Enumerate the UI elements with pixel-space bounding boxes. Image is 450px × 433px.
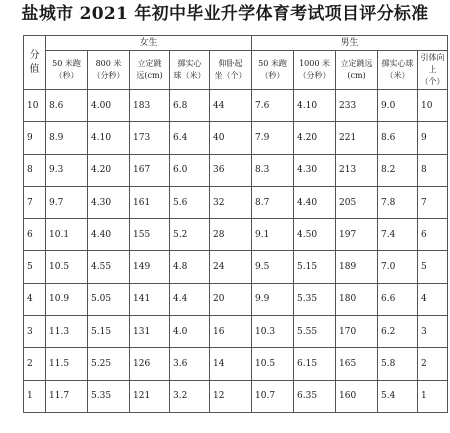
female-cell: 24 [210,251,252,283]
male-cell: 9.5 [252,251,294,283]
male-cell: 8.7 [252,186,294,218]
table-row [24,154,448,186]
female-cell: 11.3 [46,316,88,348]
score-table [23,35,448,413]
male-col-ball-throw [378,51,418,90]
female-cell: 16 [210,316,252,348]
male-cell: 165 [336,348,378,380]
header-line: 50 米跑 [258,59,287,68]
female-col-long-jump [130,51,170,90]
score-value: 3 [24,316,46,348]
female-cell: 4.55 [88,251,130,283]
male-cell: 9.9 [252,283,294,315]
male-col-long-jump [336,51,378,90]
male-cell: 5.35 [294,283,336,315]
male-cell: 197 [336,219,378,251]
female-cell: 4.30 [88,186,130,218]
score-table-body [24,90,448,413]
male-cell: 180 [336,283,378,315]
female-cell: 10.1 [46,219,88,251]
female-cell: 183 [130,90,170,122]
score-value: 1 [24,380,46,412]
header-line: 50 米跑 [52,59,81,68]
header-line: （个） [420,77,445,86]
male-cell: 10.3 [252,316,294,348]
header-line: （米） [385,71,410,80]
score-header-line: 值 [29,63,40,75]
female-cell: 11.7 [46,380,88,412]
female-group-header: 女生 [46,36,252,51]
male-cell: 9.0 [378,90,418,122]
female-cell: 4.0 [170,316,210,348]
female-cell: 161 [130,186,170,218]
score-header [24,36,46,90]
male-cell: 6.15 [294,348,336,380]
female-cell: 173 [130,122,170,154]
male-cell: 5.55 [294,316,336,348]
table-row [24,186,448,218]
male-cell: 8.3 [252,154,294,186]
male-cell: 170 [336,316,378,348]
female-cell: 5.2 [170,219,210,251]
female-cell: 141 [130,283,170,315]
male-cell: 5.8 [378,348,418,380]
female-cell: 4.8 [170,251,210,283]
male-cell: 10.7 [252,380,294,412]
header-line: （秒） [54,71,79,80]
male-cell: 2 [418,348,448,380]
table-row [24,122,448,154]
male-cell: 7.0 [378,251,418,283]
header-line: 掷实心球 [381,59,414,68]
male-cell: 213 [336,154,378,186]
female-col-50m [46,51,88,90]
male-cell: 7.8 [378,186,418,218]
table-row [24,251,448,283]
male-cell: 7.6 [252,90,294,122]
male-cell: 8 [418,154,448,186]
male-cell: 5.4 [378,380,418,412]
male-cell: 4.30 [294,154,336,186]
female-cell: 4.40 [88,219,130,251]
male-cell: 8.2 [378,154,418,186]
male-cell: 5 [418,251,448,283]
score-value: 10 [24,90,46,122]
female-cell: 9.3 [46,154,88,186]
female-cell: 11.5 [46,348,88,380]
female-cell: 4.20 [88,154,130,186]
male-cell: 4.10 [294,90,336,122]
male-cell: 7.9 [252,122,294,154]
header-line: 1000 米 [299,59,330,68]
female-cell: 44 [210,90,252,122]
female-cell: 28 [210,219,252,251]
male-cell: 10 [418,90,448,122]
header-line: 仰卧起 [218,59,243,68]
score-value: 4 [24,283,46,315]
male-col-1000m [294,51,336,90]
male-cell: 205 [336,186,378,218]
female-col-sit-ups [210,51,252,90]
male-cell: 6 [418,219,448,251]
header-line: 远(cm) [136,71,163,80]
male-cell: 6.6 [378,283,418,315]
female-cell: 8.6 [46,90,88,122]
female-cell: 40 [210,122,252,154]
score-value: 5 [24,251,46,283]
female-cell: 3.6 [170,348,210,380]
female-cell: 5.05 [88,283,130,315]
female-cell: 36 [210,154,252,186]
table-row [24,219,448,251]
male-cell: 7 [418,186,448,218]
male-cell: 6.2 [378,316,418,348]
female-cell: 155 [130,219,170,251]
female-col-800m [88,51,130,90]
header-line: （分秒） [298,71,331,80]
header-line: 坐（个） [214,71,247,80]
female-cell: 8.9 [46,122,88,154]
document-title: 盐城市 2021 年初中毕业升学体育考试项目评分标准 [21,4,429,24]
female-cell: 10.9 [46,283,88,315]
header-line: 球（米） [173,71,206,80]
header-line: 立定跳远 [340,59,373,68]
female-cell: 4.00 [88,90,130,122]
female-cell: 5.6 [170,186,210,218]
score-header-line: 分 [29,49,40,61]
male-cell: 189 [336,251,378,283]
male-cell: 8.6 [378,122,418,154]
male-cell: 10.5 [252,348,294,380]
female-cell: 3.2 [170,380,210,412]
female-cell: 6.4 [170,122,210,154]
female-cell: 12 [210,380,252,412]
female-cell: 14 [210,348,252,380]
table-row [24,380,448,412]
score-value: 2 [24,348,46,380]
table-row [24,316,448,348]
table-row [24,348,448,380]
male-cell: 4.40 [294,186,336,218]
female-cell: 167 [130,154,170,186]
header-line: 引体向上 [420,53,445,74]
male-col-pull-ups [418,51,448,90]
female-cell: 10.5 [46,251,88,283]
male-cell: 4.50 [294,219,336,251]
female-cell: 4.4 [170,283,210,315]
header-line: （秒） [260,71,285,80]
female-cell: 149 [130,251,170,283]
male-cell: 3 [418,316,448,348]
female-cell: 5.25 [88,348,130,380]
female-cell: 121 [130,380,170,412]
male-cell: 4 [418,283,448,315]
male-cell: 9 [418,122,448,154]
male-cell: 160 [336,380,378,412]
male-cell: 221 [336,122,378,154]
female-col-ball-throw [170,51,210,90]
female-cell: 5.15 [88,316,130,348]
female-cell: 20 [210,283,252,315]
male-cell: 6.35 [294,380,336,412]
male-cell: 7.4 [378,219,418,251]
male-group-header: 男生 [252,36,448,51]
score-value: 8 [24,154,46,186]
table-row [24,283,448,315]
header-line: 掷实心 [177,59,202,68]
female-cell: 6.0 [170,154,210,186]
female-cell: 6.8 [170,90,210,122]
header-line: (cm) [347,71,366,80]
male-cell: 5.15 [294,251,336,283]
male-cell: 233 [336,90,378,122]
score-value: 9 [24,122,46,154]
female-cell: 4.10 [88,122,130,154]
score-value: 6 [24,219,46,251]
male-cell: 4.20 [294,122,336,154]
male-cell: 9.1 [252,219,294,251]
male-col-50m [252,51,294,90]
female-cell: 126 [130,348,170,380]
female-cell: 131 [130,316,170,348]
header-line: （分秒） [92,71,125,80]
table-row [24,90,448,122]
header-line: 800 米 [95,59,122,68]
female-cell: 32 [210,186,252,218]
female-cell: 9.7 [46,186,88,218]
female-cell: 5.35 [88,380,130,412]
header-line: 立定跳 [137,59,162,68]
male-cell: 1 [418,380,448,412]
score-value: 7 [24,186,46,218]
